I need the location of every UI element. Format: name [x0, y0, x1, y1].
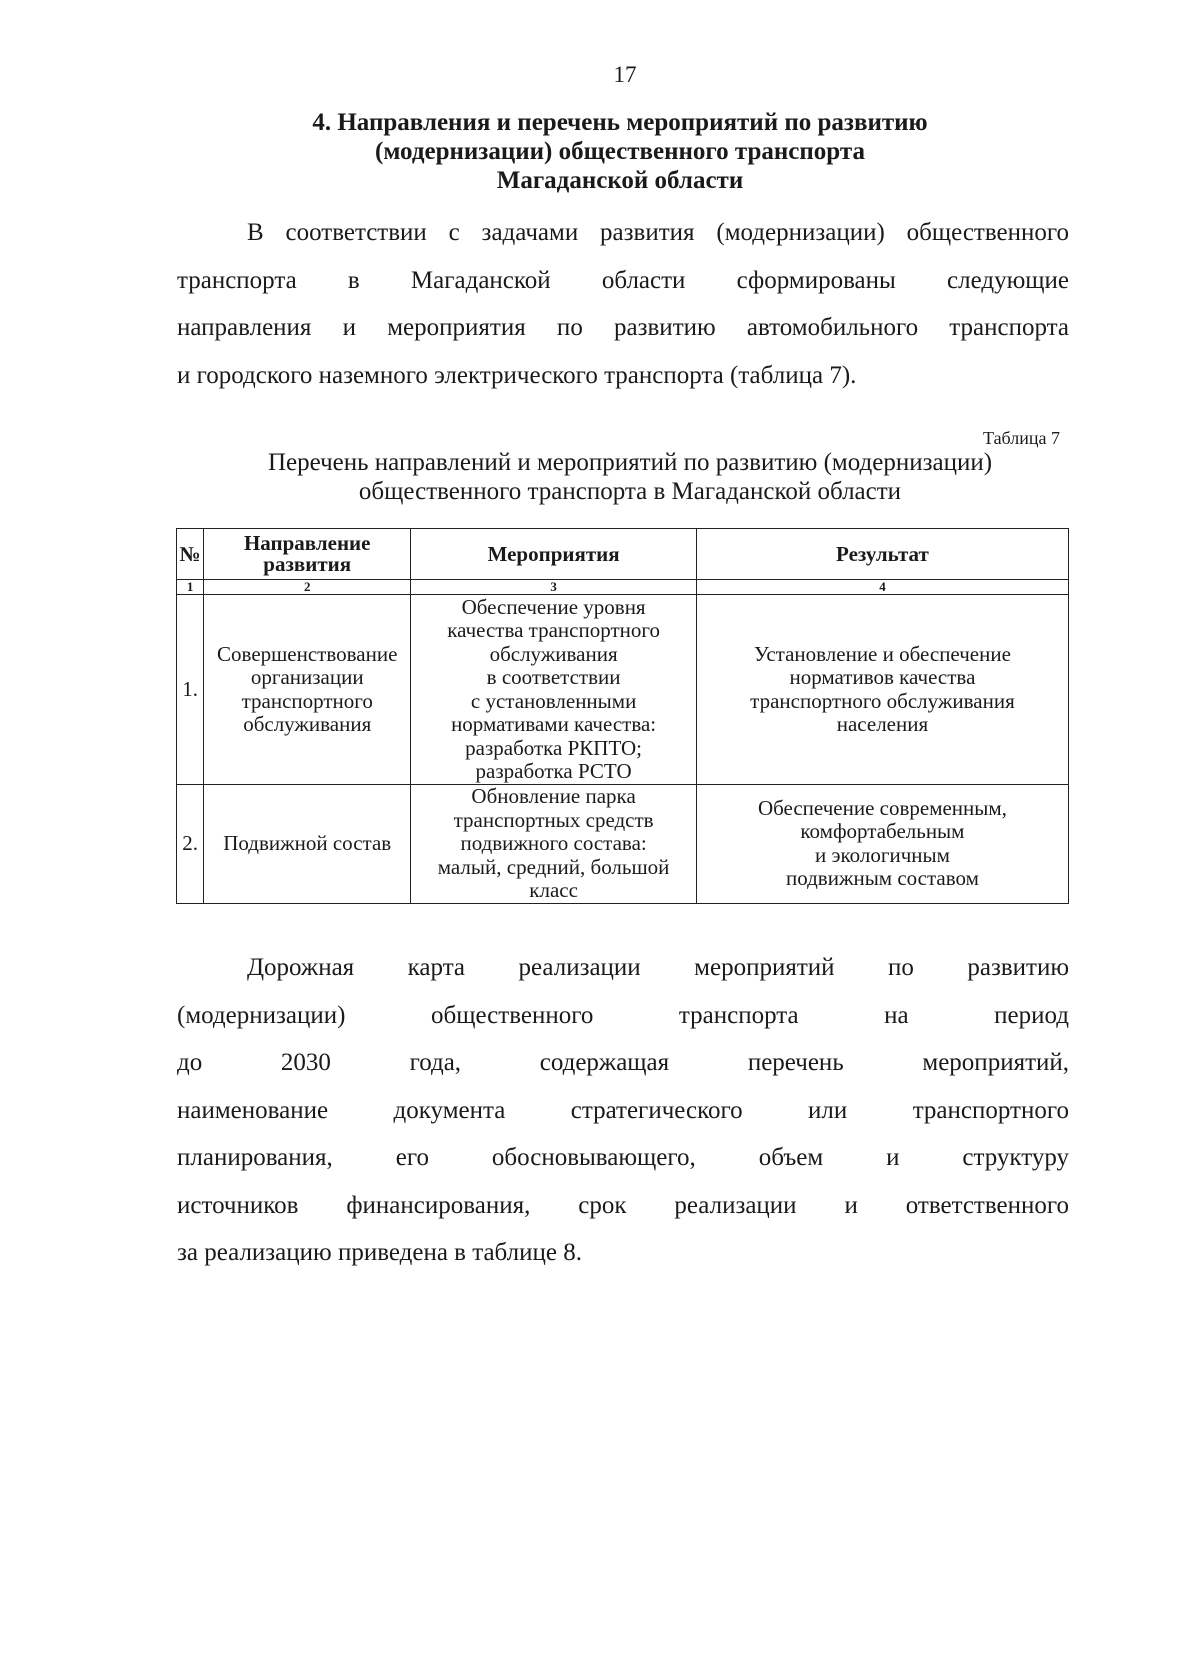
measures-cell [411, 595, 697, 785]
table-title-line: Перечень направлений и мероприятий по развитию (модернизации) [267, 449, 993, 476]
heading-line: (модернизации) общественного транспорта [375, 138, 865, 165]
cell-line: и экологичным [815, 842, 950, 867]
paragraph-line: (модернизации) общественного транспорта на период [177, 1001, 1069, 1029]
paragraph-line: планирования, его обосновывающего, объем и структуру [177, 1144, 1069, 1171]
cell-line: транспортных средств [453, 807, 654, 832]
cell-line: малый, средний, большой [437, 854, 670, 879]
direction-cell [204, 595, 411, 785]
cell-line: населения [836, 712, 929, 736]
table-header-row [177, 529, 1069, 580]
cell-line: комфортабельным [800, 819, 965, 844]
table-row [177, 595, 1069, 785]
cell-line: подвижного состава: [460, 831, 647, 855]
cell-line: Обеспечение современным, [757, 795, 1007, 820]
section-heading [170, 108, 1070, 195]
cell-line: разработка РСТО [475, 759, 632, 783]
column-number-row [177, 580, 1069, 595]
paragraph-line: до 2030 года, содержащая перечень мероприятий, [177, 1049, 1069, 1076]
measures-cell [411, 785, 697, 904]
table-row [177, 785, 1069, 904]
cell-line: транспортного обслуживания [750, 688, 1015, 713]
cell-line: Подвижной состав [223, 831, 392, 855]
paragraph-line: В соответствии с задачами развития (модернизации) общественного [247, 219, 1069, 246]
column-number: 3 [411, 580, 697, 595]
column-number: 4 [696, 580, 1068, 595]
column-number: 2 [204, 580, 411, 595]
paragraph-line: направления и мероприятия по развитию автомобильного транспорта [177, 314, 1069, 341]
cell-line: разработка РКПТО; [465, 735, 643, 760]
header-direction: Направление развития [204, 529, 411, 580]
row-number: 1. [177, 595, 204, 785]
cell-line: в соответствии [486, 665, 621, 689]
header-number: № [177, 529, 204, 580]
cell-line: Обновление парка [471, 784, 636, 808]
paragraph-line: и городского наземного электрического транспорта (таблица 7). [177, 361, 857, 389]
table-title [180, 448, 1080, 506]
cell-line: нормативов качества [789, 665, 976, 689]
result-cell [696, 595, 1068, 785]
paragraph-line: транспорта в Магаданской области сформированы следующие [177, 266, 1069, 294]
outro-paragraph [177, 944, 1069, 1277]
cell-line: Совершенствование [217, 641, 398, 666]
cell-line: Обеспечение уровня [461, 594, 646, 619]
cell-line: организации [250, 665, 364, 689]
cell-line: нормативами качества: [451, 712, 657, 736]
paragraph-line: источников финансирования, срок реализации и ответственного [177, 1191, 1069, 1219]
cell-line: обслуживания [243, 712, 372, 736]
cell-line: Установление и обеспечение [753, 641, 1011, 666]
cell-line: качества транспортного [447, 618, 660, 642]
direction-cell [204, 785, 411, 904]
directions-table [176, 528, 1069, 904]
heading-line: Магаданской области [496, 167, 744, 194]
table-title-line: общественного транспорта в Магаданской области [358, 478, 902, 505]
header-result: Результат [696, 529, 1068, 580]
row-number: 2. [177, 785, 204, 904]
header-measures: Мероприятия [411, 529, 697, 580]
intro-paragraph [177, 209, 1069, 399]
result-cell [696, 785, 1068, 904]
column-number: 1 [177, 580, 204, 595]
cell-line: подвижным составом [785, 866, 979, 891]
paragraph-line: за реализацию приведена в таблице 8. [177, 1239, 582, 1266]
paragraph-line: Дорожная карта реализации мероприятий по развитию [247, 954, 1069, 981]
cell-line: класс [529, 878, 578, 902]
page-number: 17 [613, 62, 637, 87]
cell-line: обслуживания [489, 641, 618, 666]
heading-line: 4. Направления и перечень мероприятий по развитию [312, 109, 928, 136]
table-label: Таблица 7 [983, 428, 1060, 448]
cell-line: с установленными [470, 688, 637, 713]
paragraph-line: наименование документа стратегического или транспортного [177, 1096, 1069, 1124]
cell-line: транспортного [241, 688, 373, 713]
